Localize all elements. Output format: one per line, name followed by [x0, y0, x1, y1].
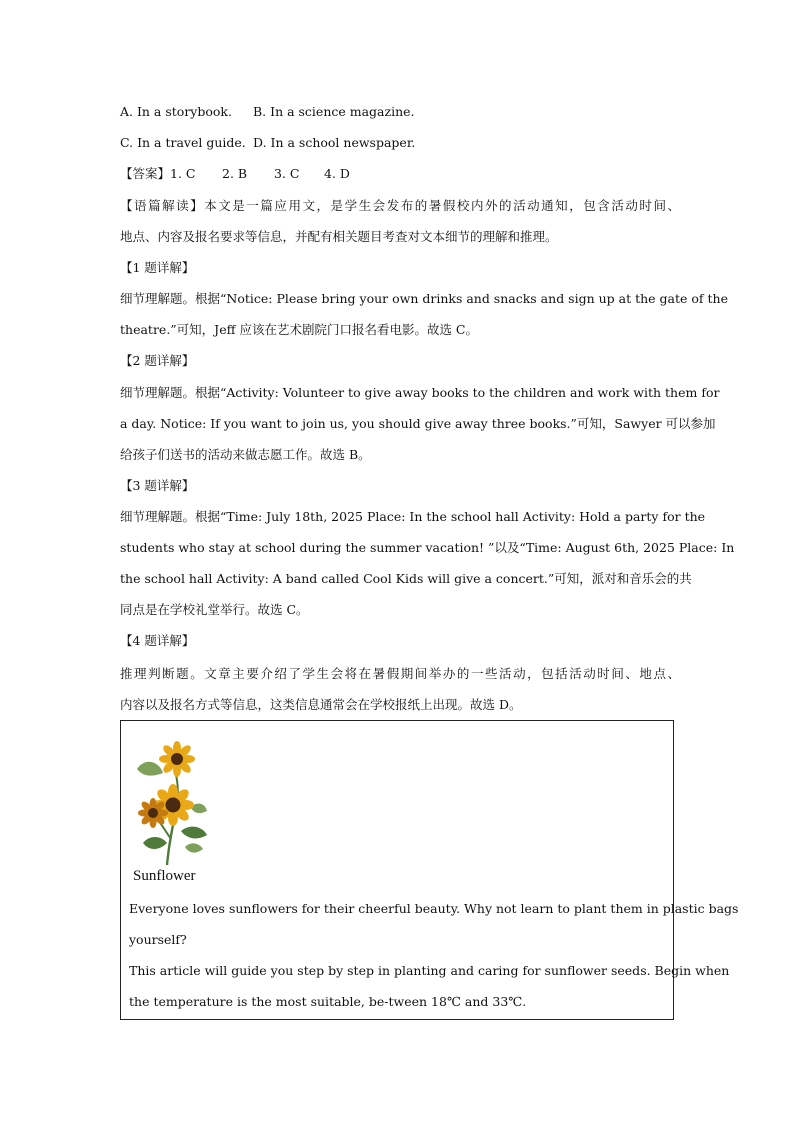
- q3-line-2: students who stay at school during the summer vacation! ”以及“Time: August 6th, 2025 Place: In: [120, 540, 735, 555]
- passage-p1-line-2: yourself?: [129, 932, 187, 947]
- passage-p2-line-1: This article will guide you step by step in planting and caring for sunflower seeds. Begin when: [129, 963, 730, 978]
- passage-box: [120, 720, 739, 1020]
- q1-line-1: 细节理解题。根据“Notice: Please bring your own drinks and snacks and sign up at the gate of the: [120, 291, 728, 306]
- answer-2: 2. B: [222, 166, 248, 181]
- analysis-line-1: [120, 198, 680, 214]
- answer-label: 【答案】: [120, 166, 171, 181]
- q4-line-2: 内容以及报名方式等信息，这类信息通常会在学校报纸上出现。故选 D。: [120, 697, 522, 712]
- sunflower-illustration: [133, 739, 209, 865]
- answer-4: 4. D: [324, 166, 350, 181]
- q3-heading: 【3 题详解】: [120, 478, 195, 493]
- passage-p1-line-1: Everyone loves sunflowers for their cheerful beauty. Why not learn to plant them in plastic bags: [129, 901, 739, 916]
- passage-title: Sunflower: [133, 868, 196, 884]
- q4-heading: 【4 题详解】: [120, 633, 195, 648]
- q4-line-1: 推理判断题。文章主要介绍了学生会将在暑假期间举办的一些活动，包括活动时间、地点、: [120, 666, 680, 681]
- q2-heading: 【2 题详解】: [120, 353, 195, 368]
- q2-line-2: a day. Notice: If you want to join us, you should give away three books.”可知，Sawyer 可以参加: [120, 416, 716, 431]
- analysis-text-1: 本文是一篇应用文，是学生会发布的暑假校内外的活动通知，包含活动时间、: [204, 198, 680, 213]
- answer-1: 1. C: [170, 166, 196, 181]
- q3-line-1: 细节理解题。根据“Time: July 18th, 2025 Place: In the school hall Activity: Hold a party for the: [120, 509, 706, 524]
- answer-3: 3. C: [274, 166, 300, 181]
- q2-line-1: 细节理解题。根据“Activity: Volunteer to give away books to the children and work with them for: [120, 385, 720, 400]
- q1-line-2: theatre.”可知，Jeff 应该在艺术剧院门口报名看电影。故选 C。: [120, 322, 478, 337]
- q3-line-3: the school hall Activity: A band called Cool Kids will give a concert.”可知，派对和音乐会的共: [120, 571, 692, 586]
- q1-heading: 【1 题详解】: [120, 260, 195, 275]
- option-c: C. In a travel guide.: [120, 135, 246, 150]
- analysis-heading: 【语篇解读】: [120, 198, 205, 213]
- analysis-line-2: 地点、内容及报名要求等信息，并配有相关题目考查对文本细节的理解和推理。: [120, 229, 558, 244]
- passage-p2-line-2: the temperature is the most suitable, be-tween 18℃ and 33℃.: [129, 994, 527, 1009]
- options-row-2: [120, 135, 680, 151]
- q3-line-4: 同点是在学校礼堂举行。故选 C。: [120, 602, 309, 617]
- options-row-1: [120, 104, 680, 120]
- option-a: A. In a storybook.: [120, 104, 232, 119]
- option-b: B. In a science magazine.: [253, 104, 415, 119]
- answer-row: [120, 166, 680, 182]
- q2-line-3: 给孩子们送书的活动来做志愿工作。故选 B。: [120, 447, 371, 462]
- option-d: D. In a school newspaper.: [253, 135, 416, 150]
